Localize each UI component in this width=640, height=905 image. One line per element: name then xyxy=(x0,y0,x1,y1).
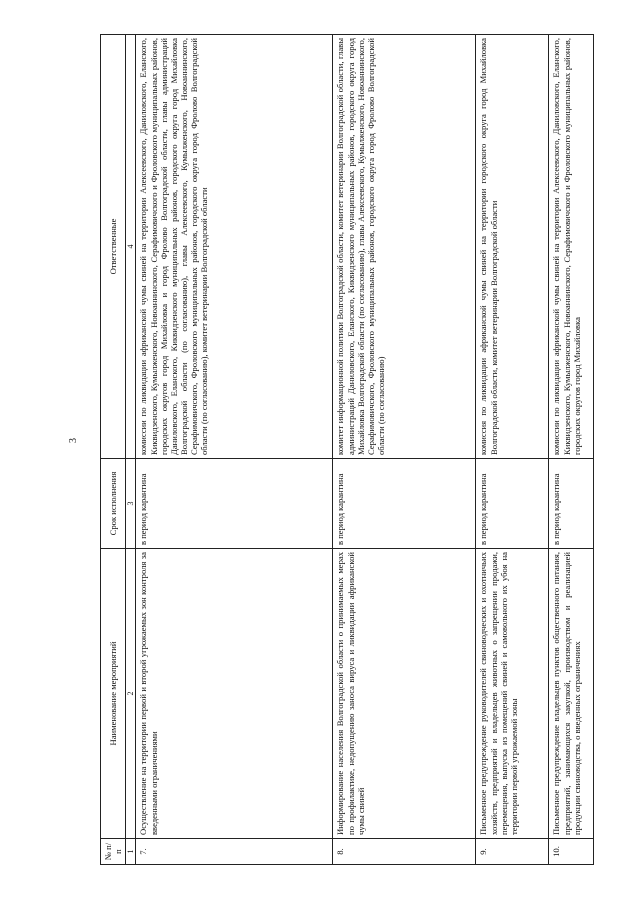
column-number: 3 xyxy=(126,459,136,549)
row-number: 9. xyxy=(476,839,549,865)
deadline: в период карантина xyxy=(476,459,549,549)
column-number: 4 xyxy=(126,35,136,459)
row-number: 7. xyxy=(136,839,333,865)
responsible: комиссии по ликвидации африканской чумы свиней на территории Алексеевского, Даниловского, Еланского, Киквидзенского, Кумылженского, Новоаннинского, Серафимовичского и Фроловского муниципальных районов, городских округов город Михайловка xyxy=(549,35,594,459)
responsible: комиссия по ликвидации африканской чумы свиней на территории городского округа город Михайловка Волгоградской области, комитет ветеринарии Волгоградской области xyxy=(476,35,549,459)
measure-name: Письменное предупреждение руководителей свиноводческих и охотничьих хозяйств, предприятий и владельцев животных о запрещении продажи, перемещения, выпуска из помещений свиней и самовольного их убоя на территории первой угрожаемой зоны xyxy=(476,549,549,839)
header-deadline: Срок исполнения xyxy=(101,459,126,549)
table-row xyxy=(549,35,594,865)
measures-table-container xyxy=(100,35,582,865)
table-header-row xyxy=(101,35,126,865)
table-row xyxy=(333,35,476,865)
page-number: 3 xyxy=(68,438,79,443)
header-measure-name: Наименование мероприятий xyxy=(101,549,126,839)
header-responsible: Ответственные xyxy=(101,35,126,459)
measures-table xyxy=(100,34,594,865)
row-number: 10. xyxy=(549,839,594,865)
header-number: № п/п xyxy=(101,839,126,865)
measure-name: Письменное предупреждение владельцев пунктов общественного питания, предприятий, занимающихся закупкой, производством и реализацией продукции свиноводства, о введенных ограничениях xyxy=(549,549,594,839)
column-number-row xyxy=(126,35,136,865)
deadline: в период карантина xyxy=(333,459,476,549)
responsible: комиссии по ликвидации африканской чумы свиней на территории Алексеевского, Даниловского, Еланского, Киквидзенского, Кумылженского, Новоаннинского, Серафимовичского и Фроловского муниципальных районов, городских округов город Михайловка и город Фролово Волгоградской области, главы администраций Даниловского, Еланского, Киквидзенского муниципальных районов, городского округа город Михайловка Волгоградской области (по согласованию), главы Алексеевского, Кумылженского, Новоаннинского, Серафимовичского, Фроловского муниципальных районов, городского округа город Фролово Волгоградской области (по согласованию), комитет ветеринарии Волгоградской области xyxy=(136,35,333,459)
column-number: 2 xyxy=(126,549,136,839)
responsible: комитет информационной политики Волгоградской области, комитет ветеринарии Волгоградской области, главы администраций Даниловского, Еланского, Киквидзенского муниципальных районов, городского округа город Михайловка Волгоградской области (по согласованию), главы Алексеевского, Кумылженского, Новоаннинского, Серафимовичского, Фроловского муниципальных районов, городского округа город Фролово Волгоградской области (по согласованию) xyxy=(333,35,476,459)
deadline: в период карантина xyxy=(549,459,594,549)
column-number: 1 xyxy=(126,839,136,865)
table-row xyxy=(136,35,333,865)
measure-name: Осуществление на территории первой и второй угрожаемых зон контроля за введенными ограничениями xyxy=(136,549,333,839)
table-row xyxy=(476,35,549,865)
deadline: в период карантина xyxy=(136,459,333,549)
row-number: 8. xyxy=(333,839,476,865)
measure-name: Информирование населения Волгоградской области о принимаемых мерах по профилактике, недопущению заноса вируса и ликвидации африканской чумы свиней xyxy=(333,549,476,839)
